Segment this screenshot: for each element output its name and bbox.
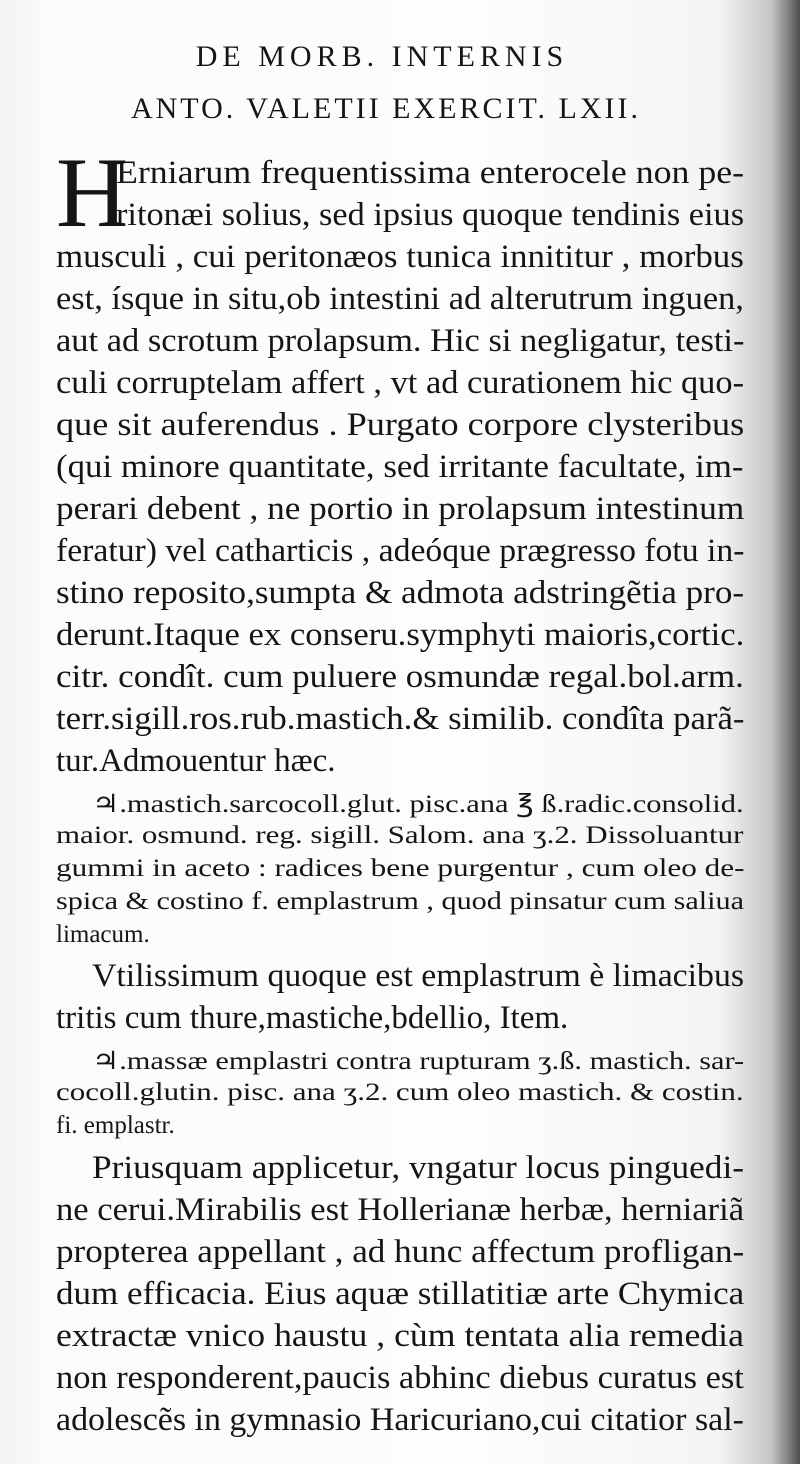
recipe-line: gummi in aceto : radices bene purgentur , cum oleo de-: [56, 855, 745, 882]
text-line: terr.sigill.ros.rub.mastich.& similib. condîta parã-: [56, 701, 745, 737]
recipe-line: maior. osmund. reg. sigill. Salom. ana ʒ.2. Dissoluantur: [56, 822, 744, 849]
text-line: est, ísque in situ,ob intestini ad alterutrum inguen,: [56, 281, 744, 317]
text-line: que sit auferendus . Purgato corpore clysteribus: [56, 407, 745, 443]
text-line: non responderent,paucis abhinc diebus curatus est: [56, 1360, 744, 1396]
running-title: DE MORB. INTERNIS: [195, 40, 569, 73]
text-line: stino reposito,sumpta & admota adstringẽtia pro-: [56, 575, 745, 611]
text-line: feratur) vel catharticis , adeóque prægresso fotu in-: [56, 533, 745, 569]
text-line: Priusquam applicetur, vngatur locus pinguedi-: [92, 1150, 744, 1186]
page-edge-shadow: [772, 0, 800, 1464]
text-line: musculi , cui peritonæos tunica innititur , morbus: [56, 239, 744, 275]
recipe-line: ♃.massæ emplastri contra rupturam ʒ.ß. mastich. sar-: [92, 1048, 745, 1075]
text-line: adolescẽs in gymnasio Haricuriano,cui citatior sal-: [56, 1402, 744, 1438]
recipe-line: fi. emplastr.: [56, 1112, 175, 1139]
text-line: extractæ vnico haustu , cùm tentata alia remedia: [56, 1318, 744, 1354]
text-line: tritis cum thure,mastiche,bdellio, Item.: [56, 1000, 569, 1036]
text-line: dum efficacia. Eius aquæ stillatitiæ arte Chymica: [56, 1276, 745, 1312]
recipe-line: ♃.mastich.sarcocoll.glut. pisc.ana ℥ ß.radic.consolid.: [92, 791, 744, 818]
text-line: Erniarum frequentissima enterocele non pe-: [116, 155, 745, 191]
text-line: ritonæi solius, sed ipsius quoque tendinis eius: [116, 197, 745, 233]
recipe-line: spica & costino f. emplastrum , quod pinsatur cum saliua: [56, 888, 745, 915]
recipe-line: limacum.: [56, 921, 150, 948]
text-line: ne cerui.Mirabilis est Hollerianæ herbæ, herniariã: [56, 1192, 745, 1228]
text-line: propterea appellant , ad hunc affectum profligan-: [56, 1234, 745, 1270]
text-line: culi corruptelam affert , vt ad curationem hic quo-: [56, 365, 745, 401]
section-title: ANTO. VALETII EXERCIT. LXII.: [130, 92, 642, 125]
text-line: aut ad scrotum prolapsum. Hic si negligatur, testi-: [56, 323, 745, 359]
text-line: citr. condît. cum puluere osmundæ regal.bol.arm.: [56, 659, 744, 695]
recipe-line: cocoll.glutin. pisc. ana ʒ.2. cum oleo mastich. & costin.: [56, 1079, 744, 1106]
text-line: Vtilissimum quoque est emplastrum è limacibus: [92, 958, 744, 994]
text-line: derunt.Itaque ex conseru.symphyti maioris,cortic.: [56, 617, 745, 653]
text-line: tur.Admouentur hæc.: [56, 743, 336, 779]
text-line: perari debent , ne portio in prolapsum intestinum: [56, 491, 745, 527]
drop-cap: H: [56, 137, 129, 248]
text-line: (qui minore quantitate, sed irritante facultate, im-: [56, 449, 744, 485]
